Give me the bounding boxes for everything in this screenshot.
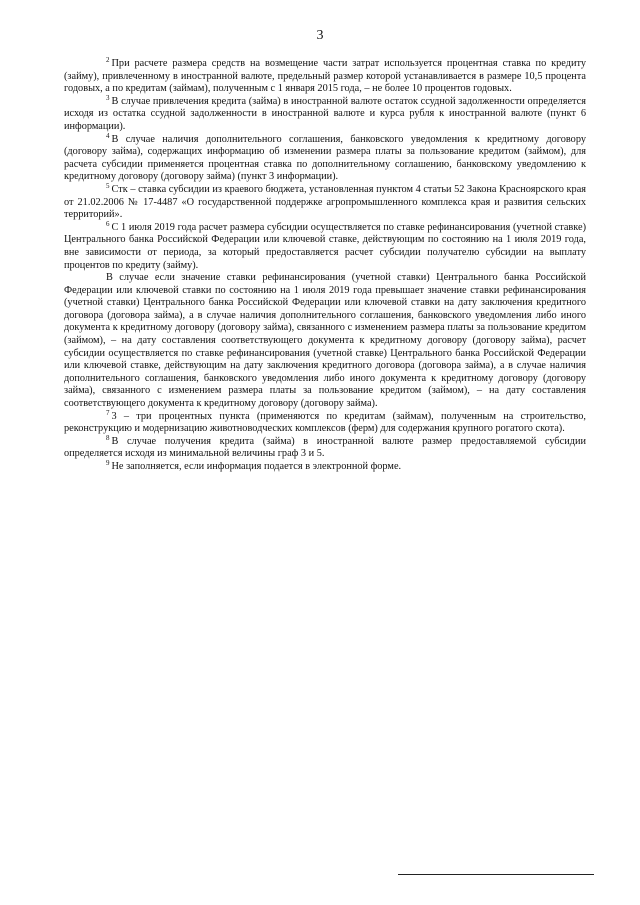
footnote-mark: 6: [106, 219, 110, 228]
footnote-3: [64, 93, 586, 134]
footnote-mark: 2: [106, 56, 110, 64]
footnote-7: [64, 408, 586, 436]
footnote-text: Не заполняется, если информация подается в электронной форме.: [111, 461, 402, 472]
footnote-4: [64, 131, 586, 184]
page-number: 3: [316, 28, 324, 43]
footnote-5: [64, 181, 586, 222]
footnote-text: В случае привлечения кредита (займа) в иностранной валюте остаток ссудной задолженности определяется исходя из остатка ссудной задолженности в иностранной валюте и курса рубля к иностранной валюте (пункт 6 информации).: [64, 95, 586, 132]
footnote-mark: 3: [106, 93, 110, 102]
footnotes-block: [64, 58, 586, 474]
paragraph-text: В случае если значение ставки рефинансирования (учетной ставки) Центрального банка Российской Федерации или ключевой ставки по состоянию на 1 июля 2019 года превышает значение ставки рефинансирования (учетной ставки) Центрального банка Российской Федерации или ключевой ставки на дату заключения кредитного договора (договора займа), а в случае наличия дополнительного соглашения, банковского уведомления либо иного документа к кредитному договору (договору займа), связанного с изменением размера платы за пользование кредитом (займом), – на дату составления соответствующего документа к кредитному договору (договору займа), расчет субсидии осуществляется по ставке рефинансирования (учетной ставке) Центрального банка Российской Федерации или ключевой ставке, действующим на дату заключения кредитного договора (договора займа), а в случае наличия дополнительного соглашения, банковского уведомления либо иного документа к кредитному договору (договору займа), связанного с изменением размера платы за пользование кредитом (займом), – на дату составления соответствующего документа к кредитному договору (договору займа).: [64, 272, 586, 410]
footer-divider: [398, 874, 594, 875]
footnote-2: [64, 58, 586, 96]
footnote-text: В случае получения кредита (займа) в иностранной валюте размер предоставляемой субсидии определяется исходя из минимальной величины граф 3 и 5.: [64, 435, 586, 460]
footnote-6: [64, 219, 586, 272]
footnote-text: При расчете размера средств на возмещение части затрат используется процентная ставка по кредиту (займу), привлеченному в иностранной валюте, предельный размер которой устанавливается в размере 10,5 процента годовых, а по кредитам (займам), полученным с 1 января 2015 года, – не более 10 процентов годовых.: [64, 58, 586, 95]
footnote-9: [64, 461, 586, 474]
footnote-mark: 4: [106, 131, 110, 140]
footnote-text: В случае наличия дополнительного соглашения, банковского уведомления к кредитному договору (договору займа), содержащих информацию об изменении размера платы за пользование кредитом (займом), для расчета субсидии применяется процентная ставка по дополнительному соглашению, банковскому уведомлению к кредитному договору (договору займа) (пункт 3 информации).: [64, 133, 586, 183]
footnote-mark: 9: [106, 459, 110, 467]
footnote-mark: 8: [106, 433, 110, 442]
footnote-text: Стк – ставка субсидии из краевого бюджета, установленная пунктом 4 статьи 52 Закона Красноярского края от 21.02.2006 № 17-4487 «О государственной поддержке агропромышленного комплекса края и развития сельских территорий».: [64, 183, 586, 221]
footnote-text: С 1 июля 2019 года расчет размера субсидии осуществляется по ставке рефинансирования (учетной ставке) Центрального банка Российской Федерации или ключевой ставке, действующим по состоянию на 1 июля 2019 года, вне зависимости от периода, за который предоставляется расчет субсидии получателю субсидии на выплату процентов по кредиту (займу).: [64, 221, 586, 271]
footnote-mark: 7: [106, 408, 110, 417]
footnote-text: 3 – три процентных пункта (применяются по кредитам (займам), полученным на строительство, реконструкцию и модернизацию животноводческих комплексов (ферм) для содержания крупного рогатого скота).: [64, 410, 586, 435]
footnote-8: [64, 433, 586, 461]
footnote-6-continuation: [64, 272, 586, 411]
footnote-mark: 5: [106, 181, 110, 190]
